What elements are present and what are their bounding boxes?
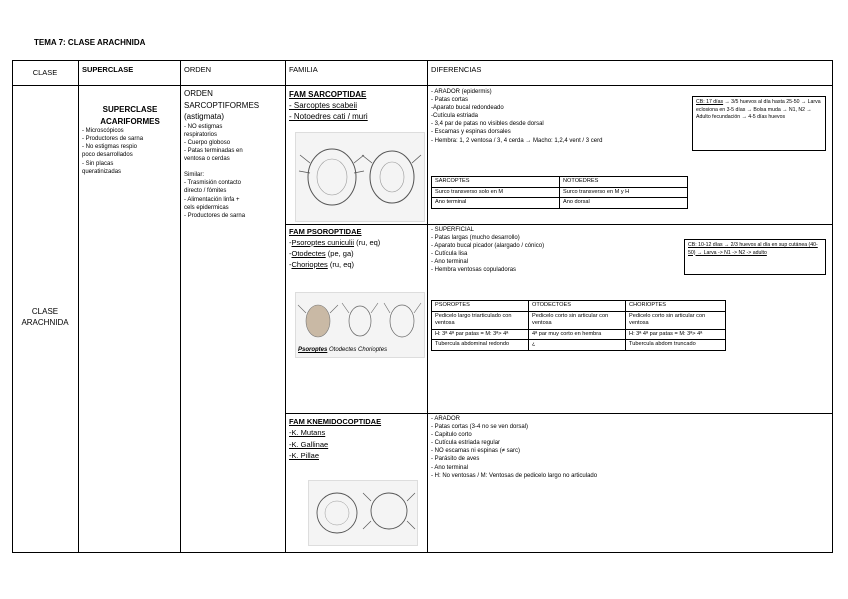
psoroptidae-compare-table (431, 300, 726, 351)
orden-items (184, 123, 284, 163)
table-cell: Surco transverso en M y H (560, 187, 688, 198)
table-row (432, 301, 726, 312)
sarcoptidae-compare-table (431, 176, 688, 209)
clase-name (12, 306, 78, 328)
species-item: - Notoedres cati / muri (289, 112, 368, 122)
sarcoptidae-life-cycle-box (692, 96, 826, 151)
orden-line3: (astigmata) (184, 112, 225, 122)
page-title: TEMA 7: CLASE ARACHNIDA (34, 38, 146, 47)
caption: Psoroptes (298, 347, 328, 353)
fam-knemidocoptidae-name: FAM KNEMIDOCOPTIDAE (289, 417, 382, 426)
mite-drawing-icon (296, 133, 424, 221)
list-item: - Capitulo corto (431, 432, 472, 439)
table-header: SARCOPTES (432, 177, 560, 188)
species-item: -K. Gallinae (289, 439, 329, 449)
species-item: -Chorioptes (ru, eq) (289, 259, 355, 269)
knemidocoptidae-mite-image (308, 480, 418, 546)
fam-sarcoptidae-name: FAM SARCOPTIDAE (289, 90, 367, 99)
table-cell: Pedicelo corto sin articular con ventosa (626, 311, 726, 329)
mite-drawing-icon (296, 293, 424, 349)
superclase-name2: ACARIFORMES (100, 116, 160, 126)
species-name: Otodectes (291, 248, 326, 258)
list-item: ventosa o cerdas (184, 156, 230, 163)
species-item: -K. Pillae (289, 450, 320, 460)
list-item: - Aparato bucal picador (alargado / cónico) (431, 243, 545, 250)
list-item: - Patas largas (mucho desarrollo) (431, 235, 520, 242)
mite-drawing-icon (309, 481, 417, 545)
list-item: queratinizadas (82, 168, 122, 175)
list-item: poco desarrollados (82, 152, 133, 159)
header-familia: FAMILIA (289, 65, 318, 74)
table-cell: Tubercula abdom truncado (626, 340, 726, 351)
list-item: respiratorios (184, 131, 218, 138)
table-header: NOTOEDRES (560, 177, 688, 188)
psoroptidae-life-cycle-box: CB: 10-12 días → 2/3 huevos al día en sup cutánea (40-50) → Larva -> N1 -> N2 -> adulto (684, 239, 826, 275)
orden-similar-items (184, 179, 284, 219)
list-item: - NO escamas ni espinas (≠ sarc) (431, 448, 520, 455)
fam-sarcoptidae (289, 89, 425, 123)
table-cell: Tubercula abdominal redondo (432, 340, 529, 351)
list-item: - ARADOR (431, 416, 461, 422)
species-item: - Sarcoptes scabeii (289, 101, 358, 111)
table-cell: Ano dorsal (560, 198, 688, 209)
list-item: - Escamas y espinas dorsales (431, 129, 511, 136)
list-item: - Productores de sarna (184, 212, 246, 219)
list-item: - NO estigmas (184, 123, 223, 130)
table-cell: H: 3ª 4ª par patas = M: 3ª> 4ª (432, 329, 529, 340)
table-cell: Surco transverso solo en M (432, 187, 560, 198)
list-item: - Patas terminadas en (184, 148, 243, 155)
superclase-items (82, 127, 178, 176)
table-cell: Pedicelo largo triarticulado con ventosa (432, 311, 529, 329)
orden-line2: SARCOPTIFORMES (184, 100, 260, 110)
list-item: directo / fómites (184, 188, 227, 195)
list-item: - No estigmas respio (82, 144, 138, 151)
cb-text: → 3/5 huevos al día hasta 25-50 → Larva eclosiona en 3-5 días → Bolsa muda → N1, N2 → Adulto fecundación → 4-5 días huevos (696, 99, 821, 121)
table-cell: ¿ (529, 340, 626, 351)
orden-line1: ORDEN (184, 89, 213, 98)
caption: Chorioptes (358, 347, 388, 353)
table-header: OTODECTOES (529, 301, 626, 312)
list-item: - Cutícula lisa (431, 251, 468, 258)
table-row (432, 177, 688, 188)
table-cell: 4ª par muy corto en hembra (529, 329, 626, 340)
fam-knemidocoptidae (289, 416, 425, 461)
list-item: -Cutícula estriada (431, 113, 479, 120)
species-item: -K. Mutans (289, 428, 326, 438)
list-item: - Microscópicos (82, 128, 124, 135)
list-item: - H: No ventosas / M: Ventosas de pedicelo largo no articulado (431, 472, 598, 479)
cb-label: CB: 17 días (696, 99, 724, 105)
header-orden: ORDEN (184, 65, 212, 74)
list-item: - Patas cortas (3-4 no se ven dorsal) (431, 424, 529, 431)
list-item: - Ano terminal (431, 464, 469, 471)
clase-line1: CLASE (31, 307, 59, 316)
list-item: - Patas cortas (431, 97, 469, 104)
header-diferencias: DIFERENCIAS (431, 65, 482, 74)
psoroptidae-mite-image (295, 292, 425, 358)
fam-sarcoptidae-diffs (431, 88, 701, 145)
table-cell: Pedicelo corto sin articular con ventosa (529, 311, 626, 329)
list-item: cels epidermicas (184, 204, 229, 211)
fam-psoroptidae-name: FAM PSOROPTIDAE (289, 227, 362, 236)
list-item: - Productores de sarna (82, 136, 144, 143)
list-item: - Parásito de aves (431, 456, 480, 463)
list-item: - ARADOR (epidermis) (431, 89, 492, 95)
sarcoptidae-mite-image (295, 132, 425, 222)
species-item: -Otodectes (pe, ga) (289, 248, 354, 258)
species-host: (pe, ga) (325, 248, 354, 258)
orden-cell (184, 88, 284, 220)
superclase-cell (82, 104, 178, 176)
list-item: -Aparato bucal redondeado (431, 105, 504, 112)
table-row (432, 329, 726, 340)
table-header: CHORIOPTES (626, 301, 726, 312)
species-name: Chorioptes (291, 259, 328, 269)
caption: Otodectes (329, 347, 357, 353)
header-clase: CLASE (32, 68, 58, 77)
species-host: (ru, eq) (354, 237, 381, 247)
image-captions (298, 347, 424, 353)
list-item: - Alimentación linfa + (184, 196, 240, 203)
arachnida-table (12, 60, 833, 553)
table-row (432, 187, 688, 198)
list-item: - Sin placas (82, 160, 114, 167)
clase-line2: ARACHNIDA (21, 318, 69, 328)
list-item: - SUPERFICIAL (431, 227, 475, 233)
table-header: PSOROPTES (432, 301, 529, 312)
list-item: - Ano terminal (431, 259, 469, 266)
orden-similar-title: Similar: (184, 172, 205, 179)
header-superclase: SUPERCLASE (82, 65, 134, 74)
species-item: -Psoroptes cuniculii (ru, eq) (289, 237, 381, 247)
table-cell: H: 3ª 4ª par patas = M: 3ª> 4ª (626, 329, 726, 340)
list-item: - Hembra ventosas copuladoras (431, 267, 517, 274)
list-item: - Cutícula estriada regular (431, 440, 501, 447)
list-item: - Cuerpo globoso (184, 139, 231, 146)
table-cell: Ano terminal (432, 198, 560, 209)
fam-psoroptidae-diffs (431, 226, 701, 275)
table-row (432, 340, 726, 351)
superclase-name1: SUPERCLASE (102, 105, 158, 114)
list-item: - Trasmisión contacto (184, 180, 242, 187)
species-name: Psoroptes cuniculii (291, 237, 355, 247)
table-row (432, 198, 688, 209)
table-row (432, 311, 726, 329)
species-host: (ru, eq) (327, 259, 355, 269)
fam-knemidocoptidae-diffs (431, 415, 811, 480)
list-item: - 3,4 par de patas no visibles desde dorsal (431, 121, 544, 128)
fam-psoroptidae (289, 227, 425, 271)
list-item: - Hembra: 1, 2 ventosa / 3, 4 cerda → Macho: 1,2,4 vent / 3 cerd (431, 137, 603, 144)
